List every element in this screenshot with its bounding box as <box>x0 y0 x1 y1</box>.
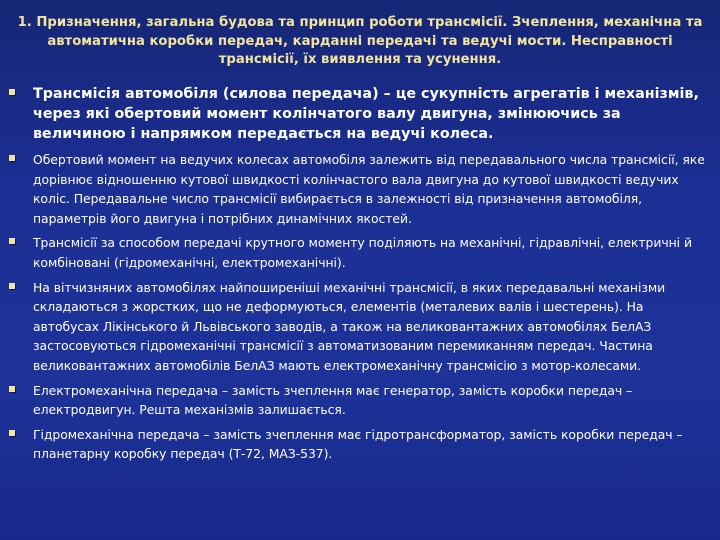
bullet-item-definition <box>8 84 708 144</box>
bullet-square-icon <box>9 386 15 392</box>
bullet-item-electromechanical <box>8 381 708 420</box>
bullet-text: Електромеханічна передача – замість зчеплення має генератор, замість коробки передач – електродвигун. Решта механізмів залишається. <box>33 382 633 418</box>
slide-title: 1. Призначення, загальна будова та принцип роботи трансмісії. Зчеплення, механічна та автоматична коробки передач, карданні передачі та ведучі мости. Несправності трансмісії, їх виявлення та усунення. <box>17 15 703 67</box>
bullet-square-icon <box>9 89 15 95</box>
bullet-text: Трансмісія автомобіля (силова передача) – це сукупність агрегатів і механізмів, через які обертовий момент колінчатого валу двигуна, змінюючись за величиною і напрямком передається на ведучі колеса. <box>33 86 699 142</box>
bullet-square-icon <box>9 155 15 161</box>
bullet-list <box>8 84 708 469</box>
bullet-item-classification <box>8 233 708 272</box>
bullet-text: Гідромеханічна передача – замість зчеплення має гідротрансформатор, замість коробки передач – планетарну коробку передач (Т-72, МАЗ-537). <box>33 426 683 462</box>
bullet-square-icon <box>9 283 15 289</box>
bullet-text: Трансмісії за способом передачі крутного моменту поділяють на механічні, гідравлічні, електричні й комбіновані (гідромеханічні, електромеханічні). <box>33 235 692 270</box>
bullet-square-icon <box>9 238 15 244</box>
bullet-item-torque <box>8 150 708 228</box>
bullet-text: На вітчизняних автомобілях найпоширеніші механічні трансмісії, в яких передавальні механізми складаються з жорстких, що не деформуються, елементів (металевих валів і шестерень). На автобусах Лікінського й Львівського заводів, а також на великовантажних автомобілях БелАЗ застосовуються гідромеханічні трансмісії з автоматизованим перемиканням передач. Частина великовантажних автомобілів БелАЗ мають електромеханічну трансмісію з мотор-колесами. <box>33 279 666 373</box>
bullet-item-hydromechanical <box>8 425 708 464</box>
bullet-item-mechanical <box>8 278 708 376</box>
bullet-square-icon <box>9 430 15 436</box>
bullet-text: Обертовий момент на ведучих колесах автомобіля залежить від передавального числа трансмісії, яке дорівнює відношенню кутової швидкості колінчастого вала двигуна до кутової швидкості ведучих коліс. Передавальне число трансмісії вибирається в залежності від призначення автомобіля, параметрів його двигуна і потрібних динамічних якостей. <box>33 152 705 226</box>
